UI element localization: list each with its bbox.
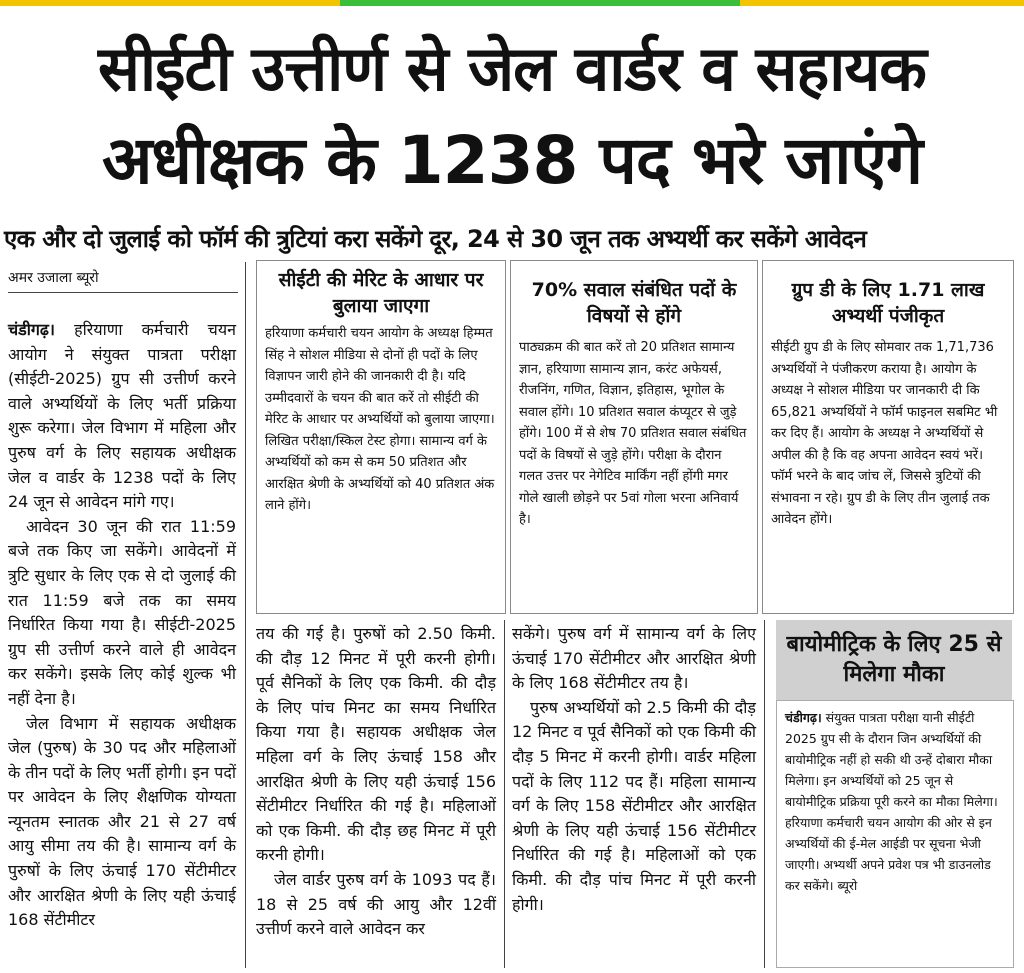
subheadline: एक और दो जुलाई को फॉर्म की त्रुटियां करा सकेंगे दूर, 24 से 30 जून तक अभ्यर्थी कर सकेंगे आवेदन: [4, 225, 867, 253]
column-divider-1: [245, 262, 246, 968]
box-syllabus: [510, 260, 758, 614]
col3-paragraph-2: पुरुष अभ्यर्थियों को 2.5 किमी की दौड़ 12 मिनट व पूर्व सैनिकों को एक किमी की दौड़ 5 मिनट में करनी होगी। वार्डर महिला पदों के लिए 112 पद हैं। महिला सामान्य वर्ग के लिए 158 सेंटीमीटर और आरक्षित श्रेणी के लिए यही ऊंचाई 156 सेंटीमीटर निर्धारित की गई है। महिलाओं को एक किमी. की दौड़ पांच मिनट में पूरी करनी होगी।: [512, 697, 756, 914]
top-bar-green: [340, 0, 740, 6]
top-bar-yellow-right: [740, 0, 1024, 6]
article-column-3: [512, 622, 756, 917]
sidebar-dateline: चंडीगढ़।: [785, 710, 822, 725]
sidebar-text-block: [785, 707, 1005, 896]
headline-line-2: अधीक्षक के 1238 पद भरे जाएंगे: [101, 122, 923, 199]
top-bar-yellow-left: [0, 0, 340, 6]
box-merit-text: हरियाणा कर्मचारी चयन आयोग के अध्यक्ष हिम्मत सिंह ने सोशल मीडिया से दोनों ही पदों के लिए विज्ञापन जारी होने की जानकारी दी है। यदि उम्मीदवारों के चयन की बात करें तो सीईटी की मेरिट के आधार पर अभ्यर्थियों को बुलाया जाएगा। लिखित परीक्षा/स्किल टेस्ट होगा। सामान्य वर्ग के अभ्यर्थियों को कम से कम 50 प्रतिशत और आरक्षित श्रेणी के अभ्यर्थियों को 40 प्रतिशत अंक लाने होंगे।: [265, 326, 495, 513]
box-merit: [256, 260, 506, 614]
box-syllabus-title: 70% सवाल संबंधित पदों के विषयों से होंगे: [531, 279, 737, 327]
top-color-bar: [0, 0, 1024, 6]
main-paragraph-1-text: हरियाणा कर्मचारी चयन आयोग ने संयुक्त पात्रता परीक्षा (सीईटी-2025) ग्रुप सी उत्तीर्ण करने वाले अभ्यर्थियों के लिए भर्ती प्रक्रिया शुरू करेगा। जेल विभाग में महिला और पुरुष वर्ग के लिए सहायक अधीक्षक जेल व वार्डर के 1238 पदों के लिए 24 जून से आवेदन मांगे गए।: [8, 320, 236, 512]
main-paragraph-2: आवेदन 30 जून की रात 11:59 बजे तक किए जा सकेंगे। आवेदनों में त्रुटि सुधार के लिए एक से दो जुलाई की रात 11:59 बजे तक का समय निर्धारित किया गया है। सीईटी-2025 ग्रुप सी उत्तीर्ण करने वाले ही आवेदन कर सकेंगे। इसके लिए कोई शुल्क भी नहीं देना है।: [8, 516, 236, 708]
sidebar-box: [776, 700, 1014, 968]
article-column-2: [256, 622, 496, 942]
box-group-d-title: ग्रुप डी के लिए 1.71 लाख अभ्यर्थी पंजीकृत: [791, 279, 985, 327]
sidebar-text: संयुक्त पात्रता परीक्षा यानी सीईटी 2025 ग्रुप सी के दौरान जिन अभ्यर्थियों की बायोमीट्रिक नहीं हो सकी थी उन्हें दोबारा मौका मिलेगा। इन अभ्यर्थियों को 25 जून से बायोमीट्रिक प्रक्रिया पूरी करने का मौका मिलेगा। हरियाणा कर्मचारी चयन आयोग की ओर से इन अभ्यर्थियों की ई-मेल आईडी पर सूचना भेजी जाएगी। अभ्यर्थी अपने प्रवेश पत्र भी डाउनलोड कर सकेंगे। ब्यूरो: [785, 710, 998, 893]
byline: अमर उजाला ब्यूरो: [8, 270, 99, 286]
column-divider-3: [764, 620, 765, 968]
main-paragraph-1: [8, 318, 236, 515]
col3-paragraph-1: सकेंगे। पुरुष वर्ग में सामान्य वर्ग के लिए ऊंचाई 170 सेंटीमीटर और आरक्षित श्रेणी के लिए 168 सेंटीमीटर तय है।: [512, 624, 756, 693]
sidebar-title: बायोमीट्रिक के लिए 25 से मिलेगा मौका: [776, 620, 1012, 700]
box-merit-title: सीईटी की मेरिट के आधार पर बुलाया जाएगा: [278, 269, 484, 317]
box-group-d-text: सीईटी ग्रुप डी के लिए सोमवार तक 1,71,736 अभ्यर्थियों ने पंजीकरण कराया है। आयोग के अध्यक्ष ने सोशल मीडिया पर जानकारी दी कि 65,821 अभ्यर्थियों ने फॉर्म फाइनल सबमिट भी कर दिए हैं। आयोग के अध्यक्ष ने अभ्यर्थियों से अपील की है कि वह अपना आवेदन स्वयं भरें। फॉर्म भरने के बाद जांच लें, जिससे त्रुटियों की संभावना न रहे। ग्रुप डी के लिए तीन जुलाई तक आवेदन होंगे।: [771, 340, 998, 527]
box-group-d: [762, 260, 1014, 614]
byline-rule: [8, 292, 238, 293]
col2-paragraph-2: जेल वार्डर पुरुष वर्ग के 1093 पद हैं। 18 से 25 वर्ष की आयु और 12वीं उत्तीर्ण करने वाले आवेदन कर: [256, 869, 496, 939]
main-article-column: [8, 318, 236, 933]
column-divider-2: [504, 620, 505, 968]
col2-paragraph-1: तय की गई है। पुरुषों को 2.50 किमी. की दौड़ 12 मिनट में पूरी करनी होगी। पूर्व सैनिकों के लिए एक किमी. की दौड़ के लिए पांच मिनट का समय निर्धारित किया गया है। सहायक अधीक्षक जेल महिला वर्ग के लिए ऊंचाई 158 और आरक्षित श्रेणी के लिए यही ऊंचाई 156 सेंटीमीटर निर्धारित की गई है। महिलाओं को एक किमी. की दौड़ छह मिनट में पूरी करनी होगी।: [256, 624, 496, 865]
box-syllabus-text: पाठ्यक्रम की बात करें तो 20 प्रतिशत सामान्य ज्ञान, हरियाणा सामान्य ज्ञान, करंट अफेयर्स, रीजनिंग, गणित, विज्ञान, इतिहास, भूगोल के सवाल होंगे। 10 प्रतिशत सवाल कंप्यूटर से जुड़े होंगे। 100 में से शेष 70 प्रतिशत सवाल संबंधित पदों के विषयों से जुड़े होंगे। परीक्षा के दौरान गलत उत्तर पर नेगेटिव मार्किंग नहीं होंगी मगर गोले खाली छोड़ने पर 5वां गोला भरना अनिवार्य है।: [519, 340, 747, 527]
main-paragraph-3: जेल विभाग में सहायक अधीक्षक जेल (पुरुष) के 30 पद और महिलाओं के तीन पदों के लिए भर्ती होगी। इन पदों पर आवेदन के लिए शैक्षणिक योग्यता न्यूनतम स्नातक और 21 से 27 वर्ष आयु सीमा तय की है। सामान्य वर्ग के पुरुषों के लिए ऊंचाई 170 सेंटीमीटर और आरक्षित श्रेणी के लिए यही ऊंचाई 168 सेंटीमीटर: [8, 713, 236, 930]
dateline: चंडीगढ़।: [8, 320, 55, 339]
headline-line-1: सीईटी उत्तीर्ण से जेल वार्डर व सहायक: [98, 32, 926, 105]
